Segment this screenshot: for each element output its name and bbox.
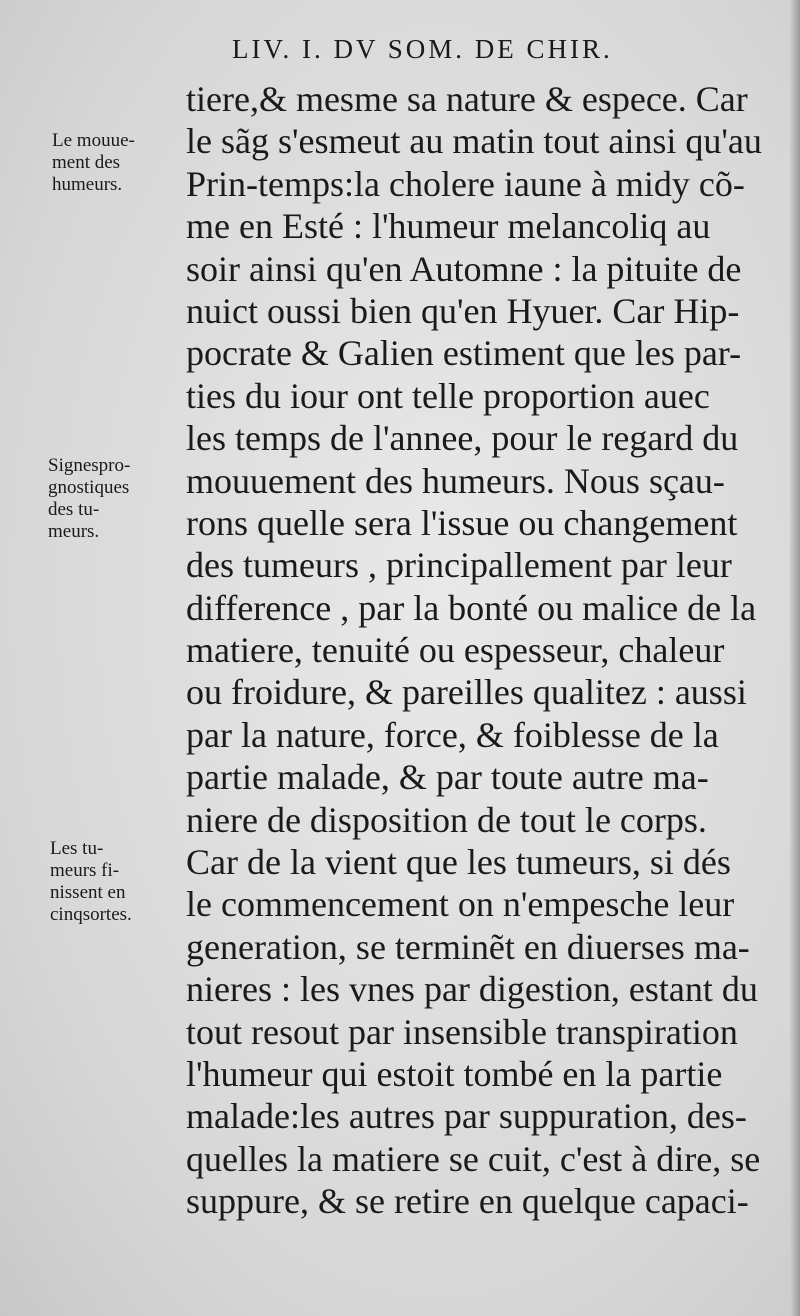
text-line: Car de la vient que les tumeurs, si dés: [186, 842, 731, 883]
text-line: rons quelle sera l'issue ou changement: [186, 502, 738, 543]
margin-note-line: ment des: [52, 152, 121, 173]
text-line: niere de disposition de tout le corps.: [186, 799, 707, 840]
margin-note-line: nissent en: [50, 882, 126, 903]
text-line: les temps de l'annee, pour le regard du: [186, 418, 739, 459]
margin-note-line: des tu-: [48, 499, 100, 520]
margin-note-line: meurs.: [48, 521, 100, 542]
margin-note-line: Le mouue-: [52, 130, 135, 151]
text-line: nuict oussi bien qu'en Hyuer. Car Hip-: [186, 290, 740, 331]
text-line: Prin-temps:la cholere iaune à midy cõ-: [186, 163, 745, 204]
margin-note-line: cinqsortes.: [50, 904, 132, 925]
margin-note-line: Les tu-: [50, 838, 104, 859]
text-line: quelles la matiere se cuit, c'est à dire, se: [186, 1138, 761, 1179]
margin-note-line: Signespro-: [48, 455, 131, 476]
text-line: difference , par la bonté ou malice de la: [186, 587, 757, 628]
main-text-block: [186, 78, 776, 1223]
text-line: le commencement on n'empesche leur: [186, 884, 735, 925]
text-line: suppure, & se retire en quelque capaci-: [186, 1181, 749, 1222]
margin-note-line: humeurs.: [52, 174, 123, 195]
text-line: matiere, tenuité ou espesseur, chaleur: [186, 630, 725, 671]
margin-note-tumeurs: [50, 838, 132, 926]
text-line: l'humeur qui estoit tombé en la partie: [186, 1053, 723, 1094]
text-line: nieres : les vnes par digestion, estant du: [186, 969, 758, 1010]
page-gutter-shadow: [790, 0, 800, 1316]
text-line: pocrate & Galien estiment que les par-: [186, 333, 742, 374]
text-line: partie malade, & par toute autre ma-: [186, 757, 709, 798]
running-header: LIV. I. DV SOM. DE CHIR.: [232, 34, 613, 64]
text-line: tout resout par insensible transpiration: [186, 1011, 738, 1052]
text-line: par la nature, force, & foiblesse de la: [186, 714, 719, 755]
text-line: des tumeurs , principallement par leur: [186, 545, 732, 586]
text-line: me en Esté : l'humeur melancoliq au: [186, 206, 711, 247]
margin-note-humeurs: [52, 130, 135, 196]
text-line: le sãg s'esmeut au matin tout ainsi qu'au: [186, 121, 762, 162]
text-line: malade:les autres par suppuration, des-: [186, 1096, 747, 1137]
margin-note-signes: [48, 455, 130, 543]
text-line: ties du iour ont telle proportion auec: [186, 375, 710, 416]
text-line: generation, se terminẽt en diuerses ma-: [186, 926, 750, 967]
text-line: mouuement des humeurs. Nous sçau-: [186, 460, 725, 501]
margin-note-line: gnostiques: [48, 477, 130, 498]
margin-note-line: meurs fi-: [50, 860, 120, 881]
text-line: ou froidure, & pareilles qualitez : aussi: [186, 672, 747, 713]
text-line: tiere,& mesme sa nature & espece. Car: [186, 79, 748, 119]
text-line: soir ainsi qu'en Automne : la pituite de: [186, 248, 742, 289]
